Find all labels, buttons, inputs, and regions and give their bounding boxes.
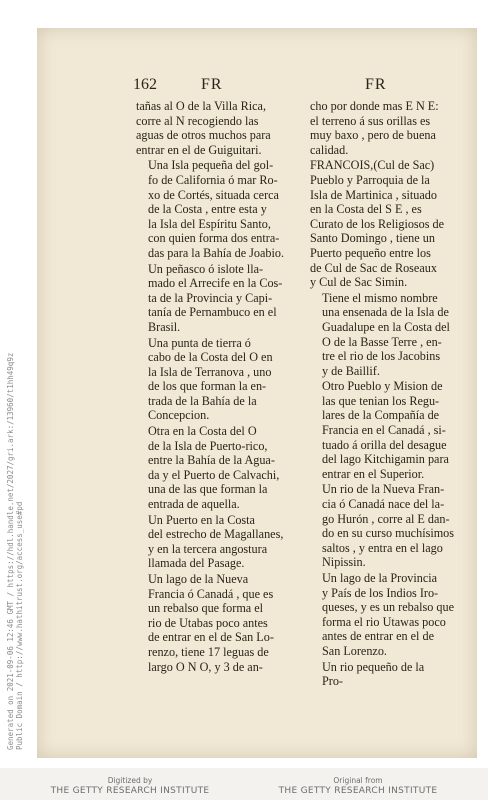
text-line: Un Puerto en la Costa	[148, 512, 255, 527]
text-line: de entrar en el de San Lo-	[148, 630, 274, 645]
text-line: Brasil.	[148, 319, 181, 334]
text-line: Un rio pequeño de la	[322, 659, 425, 674]
page-number: 162	[133, 76, 157, 93]
text-line: cho por donde mas E N E:	[310, 99, 439, 113]
text-line: la Isla del Espíritu Santo,	[148, 216, 271, 231]
paragraph	[136, 424, 304, 512]
text-line: y País de los Indios Iro-	[322, 585, 439, 600]
paragraph	[136, 572, 304, 674]
text-line: Un lago de la Nueva	[148, 572, 249, 586]
text-line: muy baxo , pero de buena	[310, 128, 436, 143]
text-line: el terreno á sus orillas es	[310, 113, 431, 128]
text-line: del estrecho de Magallanes,	[148, 527, 284, 542]
digitized-by-institution: THE GETTY RESEARCH INSTITUTE	[50, 786, 210, 796]
text-line: calidad.	[310, 142, 349, 157]
text-line: O de la Basse Terre , en-	[322, 334, 442, 349]
text-line: tanía de Pernambuco en el	[148, 305, 277, 320]
text-line: del lago Kitchigamin para	[322, 452, 449, 467]
text-line: Un lago de la Provincia	[322, 571, 438, 585]
text-line: FRANCOIS,(Cul de Sac)	[310, 158, 435, 173]
right-text-column	[310, 99, 468, 690]
text-line: queses, y es un rebalso que	[322, 600, 454, 615]
text-line: y de Baillif.	[322, 363, 380, 378]
text-line: llamada del Pasage.	[148, 556, 245, 571]
text-line: cabo de la Costa del O en	[148, 350, 273, 365]
text-line: renzo, tiene 17 leguas de	[148, 644, 269, 659]
text-line: tre el rio de los Jacobins	[322, 349, 441, 364]
paragraph	[310, 660, 468, 689]
text-line: las que tenian los Regu-	[322, 393, 440, 408]
text-line: cia ó Canadá nace del la-	[322, 497, 445, 512]
digitized-by-credit	[30, 776, 230, 797]
paragraph	[310, 99, 468, 157]
text-line: tuado á orilla del desague	[322, 437, 447, 452]
digitized-by-label: Digitized by	[107, 776, 153, 785]
page-header	[133, 76, 463, 96]
text-line: lares de la Compañía de	[322, 408, 440, 423]
text-line: entre la Bahía de la Agua-	[148, 453, 275, 468]
text-line: Un peñasco ó islote lla-	[148, 261, 264, 276]
watermark-generated-line: Generated on 2021-09-06 12:46 GMT / https://hdl.handle.net/2027/gri.ark:/13960/t1hh49q9z	[6, 352, 15, 750]
paragraph	[136, 158, 304, 260]
access-watermark	[6, 290, 24, 750]
text-line: entrar en el de Guiguitari.	[136, 142, 262, 157]
text-line: la Isla de Terranova , uno	[148, 364, 272, 379]
paragraph	[136, 336, 304, 424]
text-line: das para la Bahía de Joabio.	[148, 245, 285, 260]
paragraph	[310, 158, 468, 289]
text-line: tañas al O de la Villa Rica,	[136, 99, 267, 113]
left-text-column	[136, 99, 304, 675]
text-line: San Lorenzo.	[322, 643, 387, 658]
text-line: mado el Arrecife en la Cos-	[148, 276, 283, 291]
text-line: Una Isla pequeña del gol-	[148, 158, 274, 173]
original-from-label: Original from	[333, 776, 383, 785]
text-line: do en su curso muchísimos	[322, 526, 455, 541]
text-line: saltos , y entra en el lago	[322, 540, 443, 555]
text-line: de la Costa , entre esta y	[148, 202, 267, 217]
text-line: Tiene el mismo nombre	[322, 290, 438, 305]
original-from-institution: THE GETTY RESEARCH INSTITUTE	[278, 786, 438, 796]
paragraph	[136, 513, 304, 571]
text-line: fo de California ó mar Ro-	[148, 172, 278, 187]
text-line: y Cul de Sac Simin.	[310, 275, 408, 290]
text-line: y en la tercera angostura	[148, 541, 268, 556]
text-line: Puerto pequeño entre los	[310, 245, 431, 260]
text-line: de los que forman la en-	[148, 379, 267, 394]
text-line: Isla de Martinica , situado	[310, 187, 437, 202]
text-line: Pueblo y Parroquia de la	[310, 172, 430, 187]
paragraph	[310, 571, 468, 659]
text-line: Nipissin.	[322, 555, 366, 570]
text-line: corre al N recogiendo las	[136, 113, 259, 128]
right-running-head: FR	[365, 76, 387, 93]
text-line: una de las que forman la	[148, 482, 268, 497]
text-line: forma el rio Utawas poco	[322, 614, 446, 629]
original-from-credit	[258, 776, 458, 797]
text-line: entrar en el Superior.	[322, 466, 425, 481]
text-line: da y el Puerto de Calvachi,	[148, 467, 280, 482]
text-line: Francia ó Canadá , que es	[148, 586, 274, 601]
text-line: rio de Utabas poco antes	[148, 615, 268, 630]
text-line: xo de Cortés, situada cerca	[148, 187, 279, 202]
text-line: Santo Domingo , tiene un	[310, 231, 435, 246]
text-line: en la Costa del S E , es	[310, 202, 422, 217]
text-line: de Cul de Sac de Roseaux	[310, 260, 437, 275]
paragraph	[310, 291, 468, 379]
text-line: go Hurón , corre al E dan-	[322, 511, 450, 526]
paragraph	[310, 482, 468, 570]
text-line: de la Isla de Puerto-rico,	[148, 438, 268, 453]
left-running-head: FR	[201, 76, 223, 93]
paragraph	[136, 262, 304, 335]
text-line: Otro Pueblo y Mision de	[322, 379, 443, 394]
text-line: entrada de aquella.	[148, 497, 240, 512]
text-line: Concepcion.	[148, 408, 210, 423]
text-line: largo O N O, y 3 de an-	[148, 659, 263, 674]
text-line: aguas de otros muchos para	[136, 128, 271, 143]
text-line: Una punta de tierra ó	[148, 335, 251, 350]
watermark-license-line: Public Domain / http://www.hathitrust.org/access_use#pd	[15, 501, 24, 750]
text-line: Francia en el Canadá , si-	[322, 423, 446, 438]
text-line: Pro-	[322, 674, 343, 689]
text-line: trada de la Bahía de la	[148, 393, 257, 408]
paragraph	[136, 99, 304, 157]
text-line: con quien forma dos entra-	[148, 231, 280, 246]
paragraph	[310, 379, 468, 481]
text-line: una ensenada de la Isla de	[322, 305, 449, 320]
text-line: Otra en la Costa del O	[148, 424, 257, 439]
text-line: ta de la Provincia y Capi-	[148, 290, 273, 305]
text-line: un rebalso que forma el	[148, 601, 264, 616]
text-line: antes de entrar en el de	[322, 629, 434, 644]
text-line: Curato de los Religiosos de	[310, 216, 445, 231]
text-line: Un rio de la Nueva Fran-	[322, 482, 445, 497]
text-line: Guadalupe en la Costa del	[322, 319, 450, 334]
